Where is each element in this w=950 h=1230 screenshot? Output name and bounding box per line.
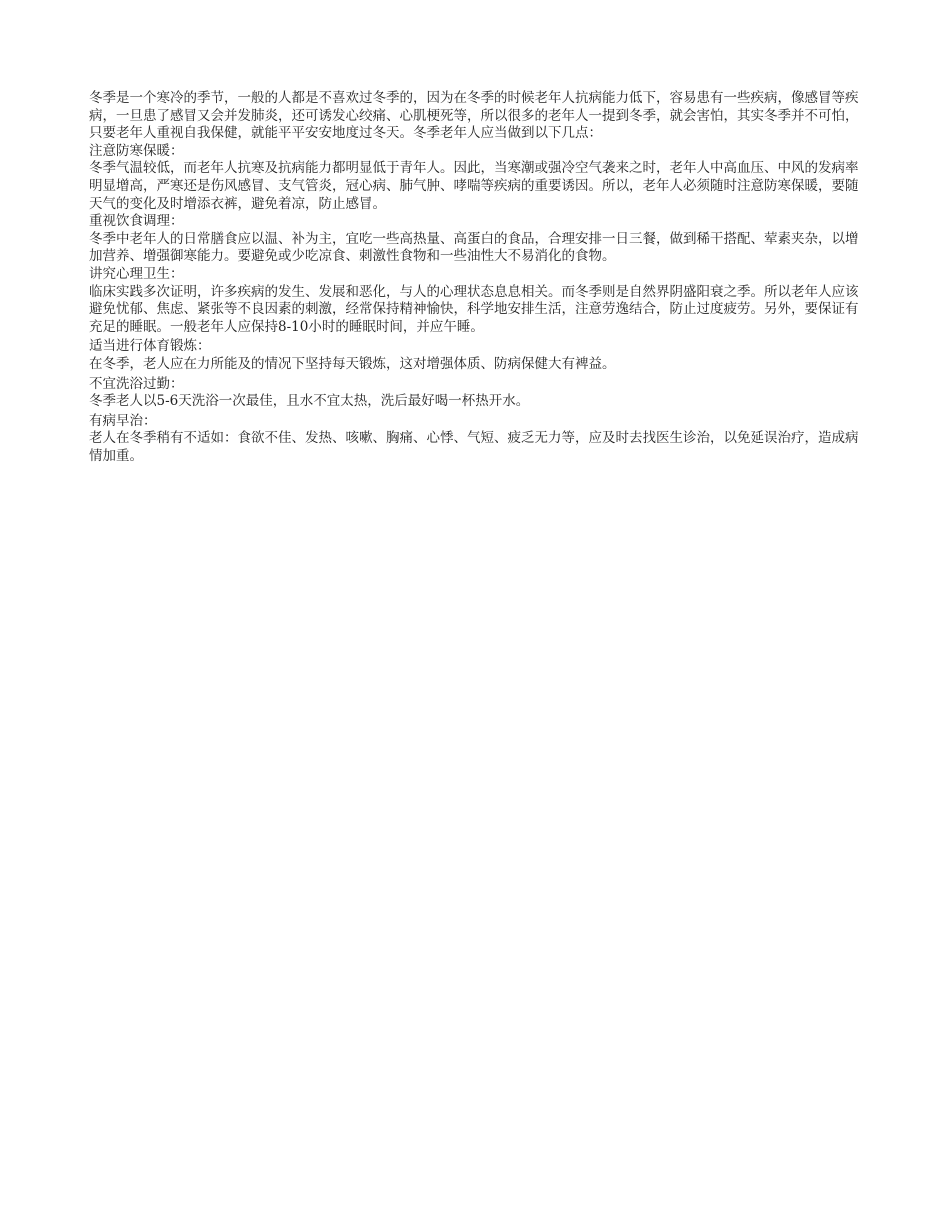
section-mental-health	[89, 266, 861, 336]
section-heading: 重视饮食调理：	[89, 213, 184, 230]
section-cold-protection	[89, 143, 861, 213]
section-body: 冬季气温较低，而老年人抗寒及抗病能力都明显低于青年人。因此，当寒潮或强冷空气袭来之时，老年人中高血压、中风的发病率明显增高，严寒还是伤风感冒、支气管炎，冠心病、肺气肿、哮喘等疾病的重要诱因。所以，老年人必须随时注意防寒保暖，要随天气的变化及时增添衣裤，避免着凉，防止感冒。	[89, 160, 859, 212]
section-heading: 不宜洗浴过勤：	[89, 375, 184, 392]
intro-paragraph: 冬季是一个寒冷的季节，一般的人都是不喜欢过冬季的，因为在冬季的时候老年人抗病能力低下，容易患有一些疾病，像感冒等疾病，一旦患了感冒又会并发肺炎，还可诱发心绞痛、心肌梗死等，所以很多的老年人一提到冬季，就会害怕，其实冬季并不可怕，只要老年人重视自我保健，就能平平安安地度过冬天。冬季老年人应当做到以下几点：	[89, 90, 859, 142]
document-body	[89, 90, 861, 465]
section-body: 在冬季，老人应在力所能及的情况下坚持每天锻炼，这对增强体质、防病保健大有裨益。	[89, 355, 616, 372]
section-heading: 适当进行体育锻炼：	[89, 338, 211, 355]
section-body: 临床实践多次证明，许多疾病的发生、发展和恶化，与人的心理状态息息相关。而冬季则是自然界阴盛阳衰之季。所以老年人应该避免忧郁、焦虑、紧张等不良因素的刺激，经常保持精神愉快，科学地安排生活，注意劳逸结合，防止过度疲劳。另外，要保证有充足的睡眠。一般老年人应保持8-10小时的睡眠时间，并应午睡。	[89, 283, 859, 335]
section-body: 冬季老人以5-6天洗浴一次最佳，且水不宜太热，洗后最好喝一杯热开水。	[89, 393, 530, 410]
section-body: 老人在冬季稍有不适如：食欲不佳、发热、咳嗽、胸痛、心悸、气短、疲乏无力等，应及时去找医生诊治，以免延误治疗，造成病情加重。	[89, 430, 859, 464]
section-heading: 有病早治：	[89, 412, 157, 429]
section-diet	[89, 213, 861, 266]
section-body: 冬季中老年人的日常膳食应以温、补为主，宜吃一些高热量、高蛋白的食品，合理安排一日三餐，做到稀干搭配、荤素夹杂，以增加营养、增强御寒能力。要避免或少吃凉食、刺激性食物和一些油性大不易消化的食物。	[89, 230, 859, 265]
section-heading: 注意防寒保暖：	[89, 142, 184, 159]
section-heading: 讲究心理卫生：	[89, 265, 184, 282]
section-exercise	[89, 338, 861, 373]
section-early-treatment	[89, 413, 861, 466]
section-bathing	[89, 376, 861, 411]
